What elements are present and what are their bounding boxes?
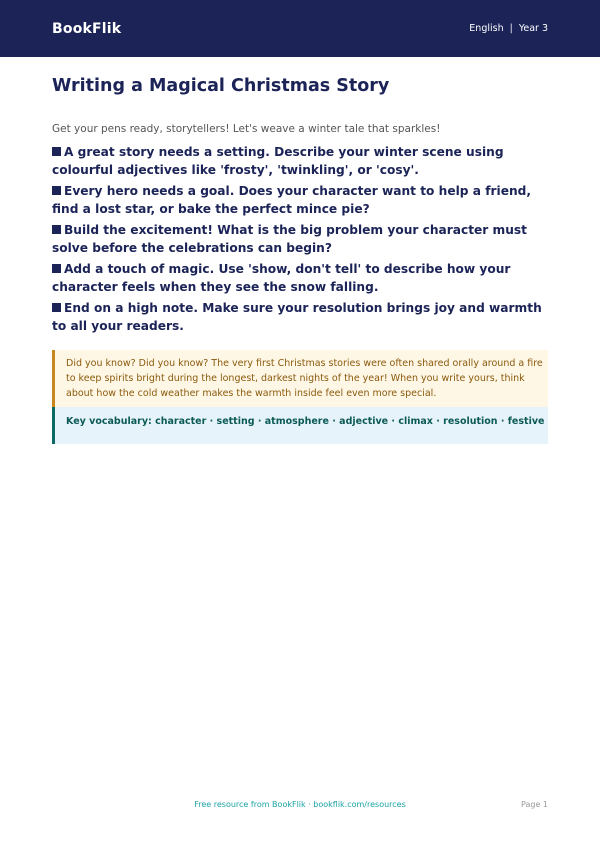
list-item xyxy=(52,144,548,179)
list-item xyxy=(52,183,548,218)
subject-year xyxy=(469,23,548,34)
page-number: Page 1 xyxy=(521,800,548,809)
year-label: Year 3 xyxy=(518,23,548,34)
square-bullet-icon xyxy=(52,303,61,312)
did-you-know-callout: Did you know? Did you know? The very first Christmas stories were often shared orally around a fire to keep spirits bright during the longest, darkest nights of the year! When you write yours, think about how the cold weather makes the warmth inside feel even more special. xyxy=(52,350,548,407)
list-item-text: Add a touch of magic. Use 'show, don't tell' to describe how your character feels when they see the snow falling. xyxy=(52,262,511,294)
intro-text: Get your pens ready, storytellers! Let's weave a winter tale that sparkles! xyxy=(52,123,441,135)
list-item-text: Build the excitement! What is the big problem your character must solve before the celebrations can begin? xyxy=(52,223,528,255)
square-bullet-icon xyxy=(52,147,61,156)
square-bullet-icon xyxy=(52,225,61,234)
square-bullet-icon xyxy=(52,264,61,273)
list-item xyxy=(52,300,548,335)
brand-logo[interactable]: BookFlik xyxy=(52,20,122,37)
list-item-text: A great story needs a setting. Describe your winter scene using colourful adjectives like 'frosty', 'twinkling', or 'cosy'. xyxy=(52,145,504,177)
square-bullet-icon xyxy=(52,186,61,195)
list-item-text: Every hero needs a goal. Does your character want to help a friend, find a lost star, or bake the perfect mince pie? xyxy=(52,184,532,216)
list-item xyxy=(52,261,548,296)
page-footer xyxy=(52,800,548,812)
page-title: Writing a Magical Christmas Story xyxy=(52,76,390,96)
footer-credit-link[interactable]: Free resource from BookFlik · bookflik.com/resources xyxy=(194,800,406,809)
tips-list xyxy=(52,144,548,335)
meta-separator: | xyxy=(509,23,513,34)
page-header xyxy=(0,0,600,57)
page-content xyxy=(0,66,600,444)
subject-label: English xyxy=(469,23,504,34)
list-item xyxy=(52,222,548,257)
list-item-text: End on a high note. Make sure your resolution brings joy and warmth to all your readers. xyxy=(52,301,542,333)
key-vocabulary-box: Key vocabulary: character · setting · atmosphere · adjective · climax · resolution · festive xyxy=(52,407,548,444)
